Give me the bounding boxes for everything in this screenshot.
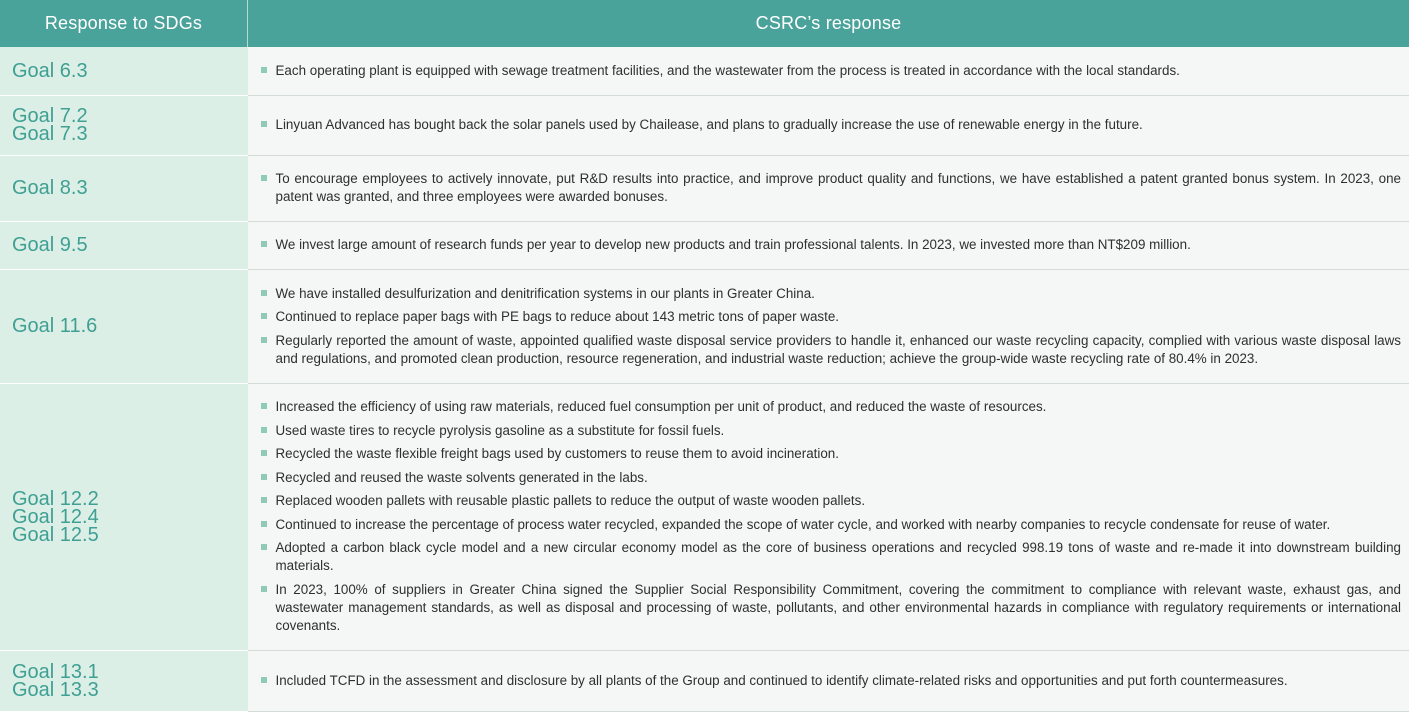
response-cell <box>248 95 1409 155</box>
sdg-goal-cell <box>0 650 248 711</box>
response-item: We invest large amount of research funds per year to develop new products and train professional talents. In 2023, we invested more than NT$209 million. <box>261 236 1402 254</box>
response-list <box>261 170 1402 206</box>
sdg-goal-label: Goal 13.1 <box>12 663 248 681</box>
sdg-goal-label: Goal 11.6 <box>12 317 248 335</box>
response-list <box>261 672 1402 690</box>
table-row <box>0 47 1409 95</box>
response-cell <box>248 383 1409 650</box>
header-response-to-sdgs: Response to SDGs <box>0 0 248 47</box>
response-item: Continued to increase the percentage of process water recycled, expanded the scope of water cycle, and worked with nearby companies to recycle condensate for reuse of water. <box>261 516 1402 534</box>
response-item: Recycled and reused the waste solvents generated in the labs. <box>261 469 1402 487</box>
response-item: In 2023, 100% of suppliers in Greater China signed the Supplier Social Responsibility Commitment, covering the commitment to compliance with relevant waste, exhaust gas, and wastewater management standards, as well as disposal and processing of waste, pollutants, and other environmental hazards in compliance with regulatory requirements or international covenants. <box>261 581 1402 635</box>
sdg-goal-label: Goal 9.5 <box>12 236 248 254</box>
response-list <box>261 398 1402 635</box>
response-cell <box>248 221 1409 269</box>
response-list <box>261 62 1402 80</box>
response-item: Each operating plant is equipped with sewage treatment facilities, and the wastewater from the process is treated in accordance with the local standards. <box>261 62 1402 80</box>
response-item: Regularly reported the amount of waste, appointed qualified waste disposal service providers to handle it, enhanced our waste recycling capacity, complied with various waste disposal laws and regulations, and promoted clean production, resource regeneration, and industrial waste reduction; achieve the group-wide waste recycling rate of 80.4% in 2023. <box>261 332 1402 368</box>
sdg-goal-cell <box>0 383 248 650</box>
response-item: Linyuan Advanced has bought back the solar panels used by Chailease, and plans to gradually increase the use of renewable energy in the future. <box>261 116 1402 134</box>
response-item: Increased the efficiency of using raw materials, reduced fuel consumption per unit of product, and reduced the waste of resources. <box>261 398 1402 416</box>
sdg-goal-label: Goal 7.3 <box>12 125 248 143</box>
sdg-goal-label: Goal 8.3 <box>12 179 248 197</box>
response-item: Replaced wooden pallets with reusable plastic pallets to reduce the output of waste wooden pallets. <box>261 492 1402 510</box>
sdg-goal-cell <box>0 269 248 383</box>
response-item: Adopted a carbon black cycle model and a new circular economy model as the core of business operations and recycled 998.19 tons of waste and re-made it into downstream building materials. <box>261 539 1402 575</box>
response-item: Recycled the waste flexible freight bags used by customers to reuse them to avoid incineration. <box>261 445 1402 463</box>
response-list <box>261 285 1402 368</box>
table-row <box>0 383 1409 650</box>
table-body <box>0 47 1409 711</box>
response-item: We have installed desulfurization and denitrification systems in our plants in Greater China. <box>261 285 1402 303</box>
sdg-goal-label: Goal 6.3 <box>12 62 248 80</box>
table-row <box>0 269 1409 383</box>
table-row <box>0 155 1409 221</box>
table-row <box>0 650 1409 711</box>
sdg-goal-label: Goal 12.5 <box>12 526 248 544</box>
response-list <box>261 236 1402 254</box>
sdg-goal-cell <box>0 155 248 221</box>
sdg-goal-cell <box>0 221 248 269</box>
sdg-goal-label: Goal 13.3 <box>12 681 248 699</box>
response-list <box>261 116 1402 134</box>
header-csrc-response: CSRC’s response <box>248 0 1409 47</box>
sdg-goal-cell <box>0 47 248 95</box>
response-item: Included TCFD in the assessment and disclosure by all plants of the Group and continued to identify climate-related risks and opportunities and put forth countermeasures. <box>261 672 1402 690</box>
response-item: Used waste tires to recycle pyrolysis gasoline as a substitute for fossil fuels. <box>261 422 1402 440</box>
table-row <box>0 95 1409 155</box>
table-header-row <box>0 0 1409 47</box>
response-cell <box>248 47 1409 95</box>
sdg-goal-cell <box>0 95 248 155</box>
sdg-goal-label: Goal 12.2 <box>12 490 248 508</box>
table-row <box>0 221 1409 269</box>
response-item: To encourage employees to actively innovate, put R&D results into practice, and improve product quality and functions, we have established a patent granted bonus system. In 2023, one patent was granted, and three employees were awarded bonuses. <box>261 170 1402 206</box>
sdg-goal-label: Goal 7.2 <box>12 107 248 125</box>
response-cell <box>248 650 1409 711</box>
response-cell <box>248 269 1409 383</box>
response-item: Continued to replace paper bags with PE bags to reduce about 143 metric tons of paper waste. <box>261 308 1402 326</box>
response-cell <box>248 155 1409 221</box>
sdg-goal-label: Goal 12.4 <box>12 508 248 526</box>
